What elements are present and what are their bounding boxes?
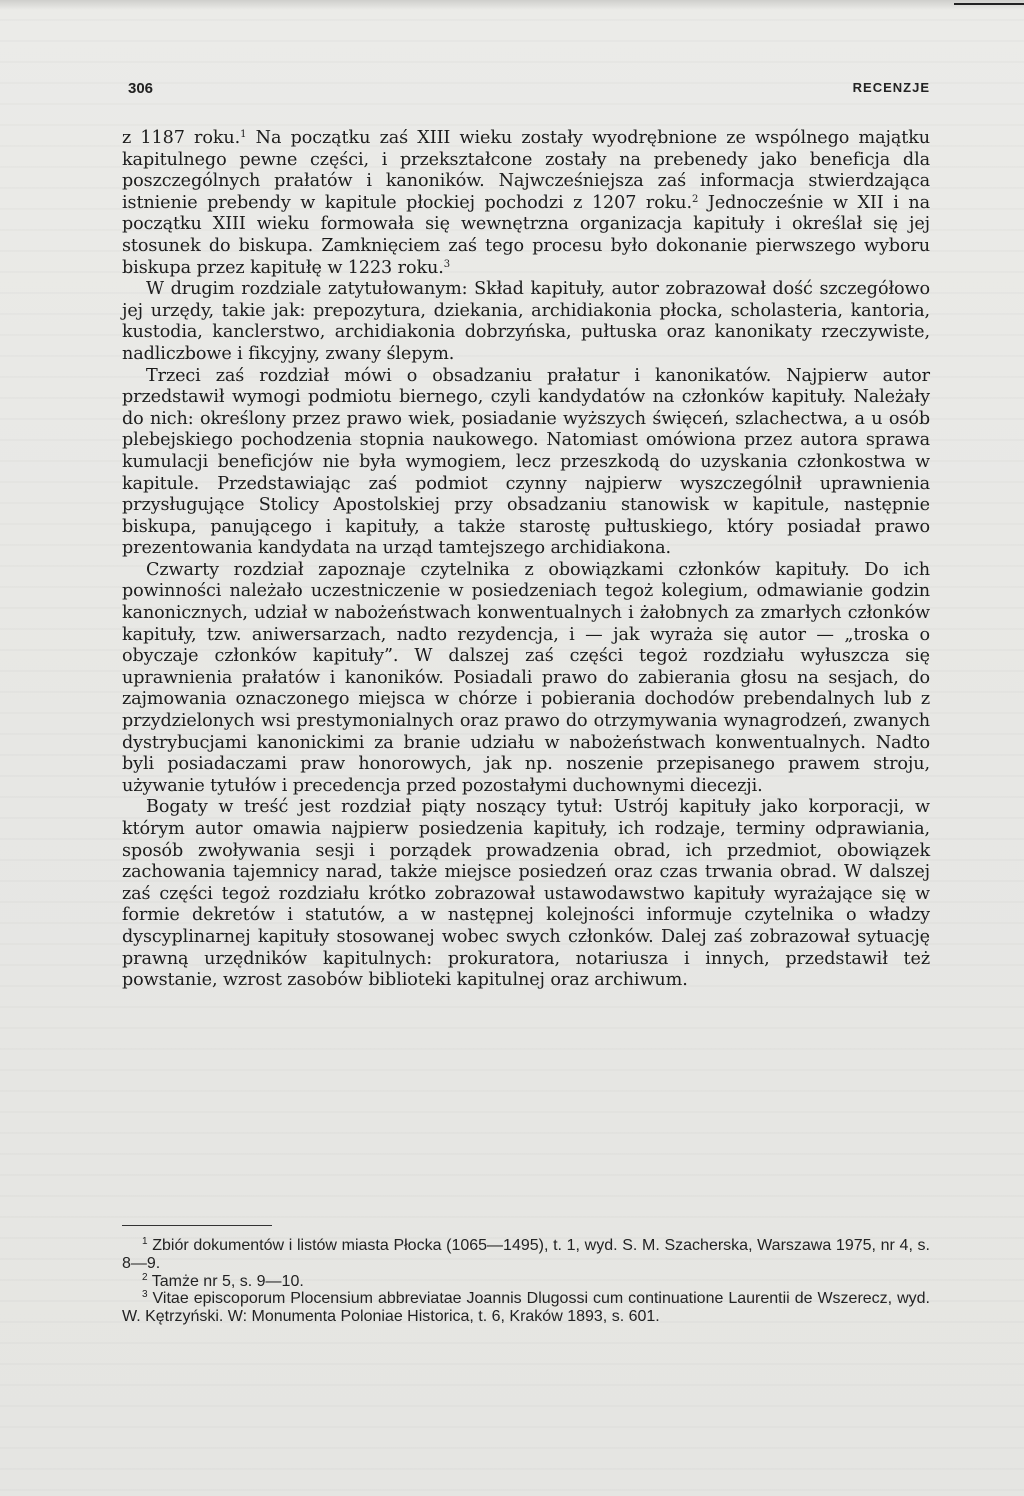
footnote [122,1237,930,1273]
footnote-mark: 2 [142,1271,148,1283]
page-top-edge [0,0,1024,10]
footnote-divider [122,1225,272,1226]
paragraph: Trzeci zaś rozdział mówi o obsadzaniu prałatur i kanonikatów. Najpierw autor przedstawił wymogi podmiotu biernego, czyli kandydatów na członków kapituły. Należały do nich: określony przez prawo wiek, posiadanie wyższych święceń, szlachectwa, a u osób plebejskiego pochodzenia stopnia naukowego. Natomiast omówiona przez autora sprawa kumulacji beneficjów nie była wymogiem, lecz przeszkodą do uzyskania członkostwa w kapitule. Przedstawiając zaś podmiot czynny najpierw wyszczególnił uprawnienia przysługujące Stolicy Apostolskiej przy obsadzaniu stanowisk w kapitule, następnie biskupa, panującego i kapituły, a także starostę pułtuskiego, który posiadał prawo prezentowania kandydata na urząd tamtejszego archidiakona. [122,365,930,559]
footnote-text: Vitae episcoporum Plocensium abbreviatae Joannis Dlugossi cum continuatione Laurentii de Wszerecz, wyd. W. Kętrzyński. W: Monumenta Poloniae Historica, t. 6, Kraków 1893, s. 601. [122,1290,930,1326]
paragraph-text: z 1187 roku. [122,128,241,148]
paragraph-text: Jednocześnie w XII i na początku XIII wieku formowała się wewnętrzna organizacja kapituły i określał się jej stosunek do biskupa. Zamknięciem zaś tego procesu było dokonanie pierwszego wyboru biskupa przez kapitułę w 1223 roku. [122,192,930,278]
running-head: RECENZJE [852,80,930,95]
footnote [122,1290,930,1326]
footnote [122,1273,930,1291]
footnote-ref: 2 [692,193,699,205]
paragraph-text: Na początku zaś XIII wieku zostały wyodrębnione ze wspólnego majątku kapitulnego pewne części, i przekształcone zostały na prebenedy jako beneficja dla poszczególnych prałatów i kanoników. Najwcześniejsza zaś informacja stwierdzająca istnienie prebendy w kapitule płockiej pochodzi z 1207 roku. [122,128,931,213]
footnote-text: Tamże nr 5, s. 9—10. [147,1272,304,1290]
footnote-mark: 1 [142,1236,148,1247]
footnote-ref: 3 [443,258,450,270]
footnote-mark: 3 [142,1289,148,1301]
page-corner-mark [954,3,1024,5]
body-text [122,128,930,992]
page-number: 306 [128,80,154,97]
footnote-text: Zbiór dokumentów i listów miasta Płocka (1065—1495), t. 1, wyd. S. M. Szacherska, Warszawa 1975, nr 4, s. 8—9. [122,1237,930,1272]
footnote-ref: 1 [240,129,247,140]
page-header [128,80,930,102]
paragraph [122,128,930,279]
paragraph: W drugim rozdziale zatytułowanym: Skład kapituły, autor zobrazował dość szczegółowo jej urzędy, takie jak: prepozytura, dziekania, archidiakonia płocka, scholasteria, kantoria, kustodia, kanclerstwo, archidiakonia dobrzyńska, pułtuska oraz kanonikaty rzeczywiste, nadliczbowe i fikcyjny, zwany ślepym. [122,279,930,364]
paragraph: Bogaty w treść jest rozdział piąty noszący tytuł: Ustrój kapituły jako korporacji, w którym autor omawia najpierw posiedzenia kapituły, ich rodzaje, terminy odprawiania, sposób zwoływania sesji i porządek prowadzenia obrad, ich przedmiot, obowiązek zachowania tajemnicy narad, także miejsce posiedzeń oraz czas trwania obrad. W dalszej zaś części tegoż rozdziału krótko zobrazował ustawodawstwo kapituły wyrażające się w formie dekretów i statutów, a w następnej kolejności informuje czytelnika o władzy dyscyplinarnej kapituły stosowanej wobec swych członków. Dalej zaś zobrazował sytuację prawną urzędników kapitulnych: prokuratora, notariusza i innych, przedstawił też powstanie, wzrost zasobów biblioteki kapitulnej oraz archiwum. [122,797,930,991]
footnotes [122,1237,930,1326]
paragraph: Czwarty rozdział zapoznaje czytelnika z obowiązkami członków kapituły. Do ich powinności należało uczestniczenie w posiedzeniach tegoż kolegium, odmawianie godzin kanonicznych, udział w nabożeństwach konwentualnych i żałobnych za zmarłych członków kapituły, tzw. aniwersarzach, nadto rezydencja, i — jak wyraża się autor — „troska o obyczaje członków kapituły”. W dalszej zaś części tegoż rozdziału wyłuszcza się uprawnienia prałatów i kanoników. Posiadali prawo do zabierania głosu na sesjach, do zajmowania oznaczonego miejsca w chórze i pobierania dochodów prebendalnych lub z przydzielonych wsi prestymonialnych oraz prawo do otrzymywania wynagrodzeń, zwanych dystrybucjami kanonickimi za branie udziału w nabożeństwach konwentualnych. Nadto byli posiadaczami praw honorowych, jak np. noszenie przepisanego prawem stroju, używanie tytułów i precedencja przed pozostałymi duchownymi diecezji. [122,559,930,796]
